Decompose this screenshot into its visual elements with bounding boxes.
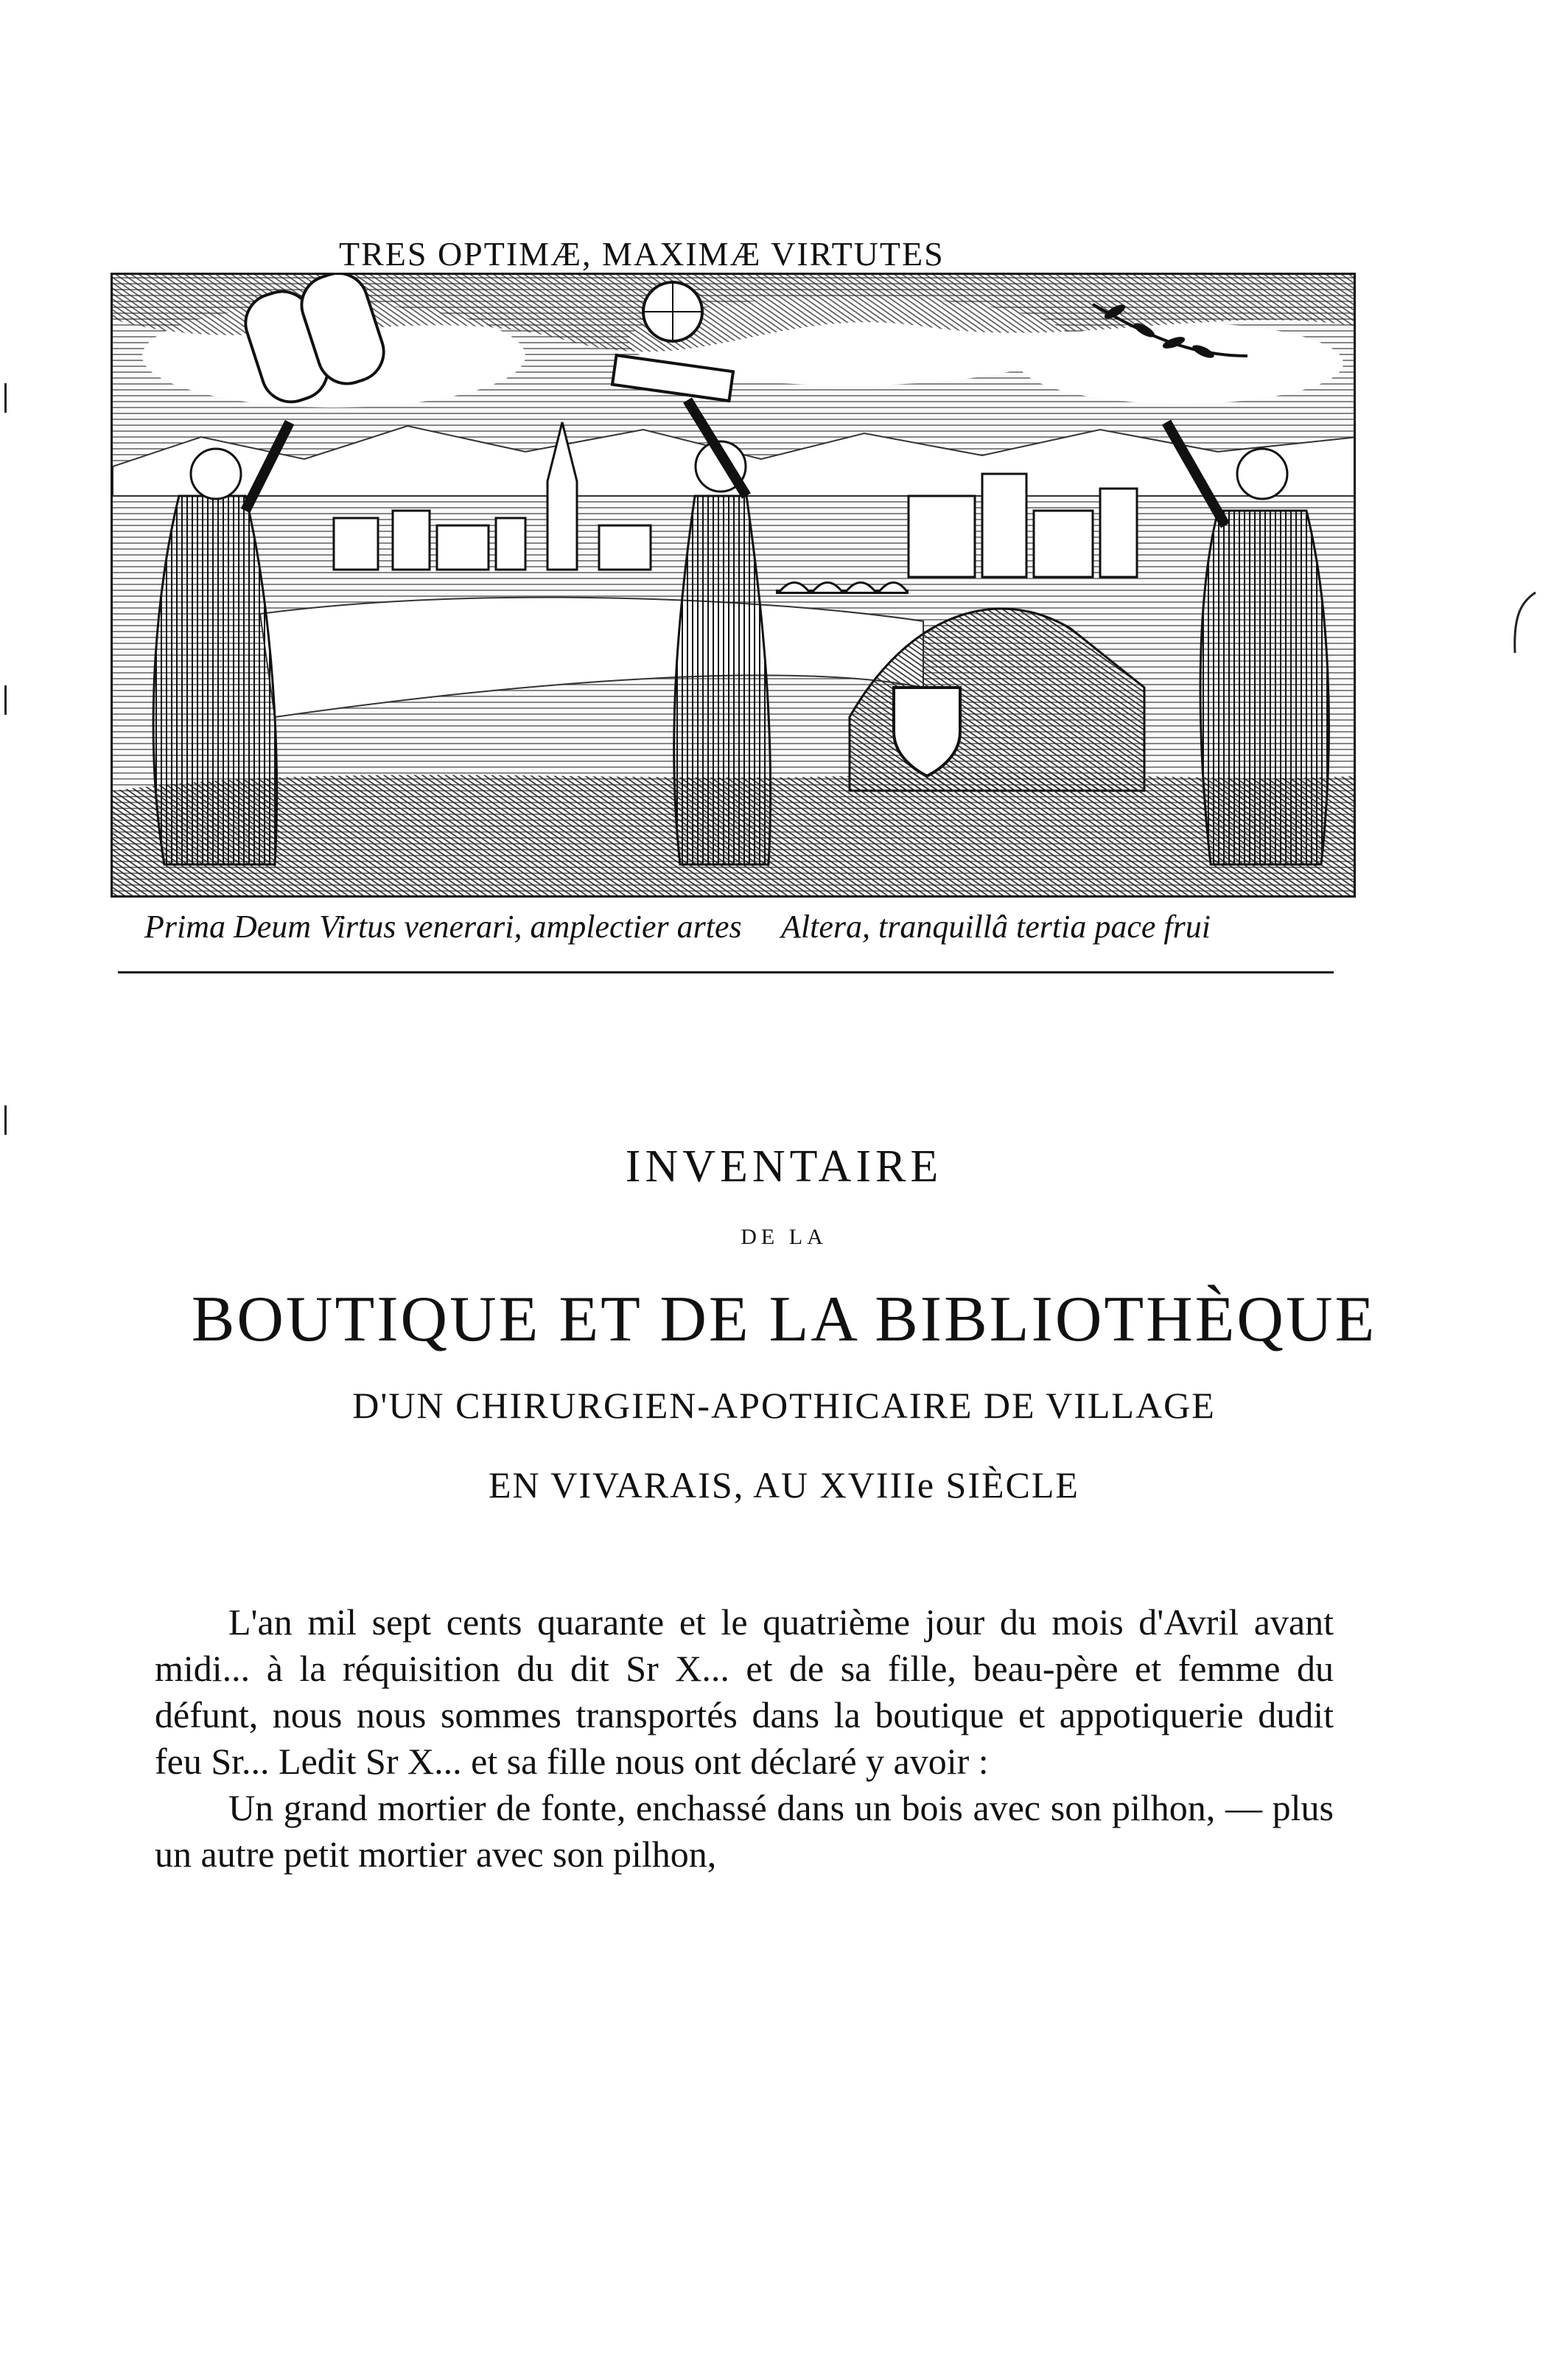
engraving-illustration	[111, 273, 1356, 898]
paragraph-1: L'an mil sept cents quarante et le quatrième jour du mois d'Avril avant midi... à la réquisition du dit Sr X... et de sa fille, beau-père et femme du défunt, nous nous sommes transportés dans la boutique et appotiquerie dudit feu Sr... Ledit Sr X... et sa fille nous ont déclaré y avoir :	[155, 1601, 1334, 1782]
title-main: BOUTIQUE ET DE LA BIBLIOTHÈQUE	[191, 1284, 1377, 1355]
scan-edge-mark	[4, 383, 7, 413]
title-inventaire: INVENTAIRE	[625, 1141, 943, 1192]
title-de-la: DE LA	[741, 1225, 827, 1249]
engraving-motto: TRES OPTIMÆ, MAXIMÆ VIRTUTES	[339, 235, 945, 273]
title-subtitle-2: EN VIVARAIS, AU XVIIIe SIÈCLE	[489, 1464, 1079, 1506]
body-text	[155, 1599, 1334, 1878]
paragraph-2: Un grand mortier de fonte, enchassé dans un bois avec son pilhon, — plus un autre petit mortier avec son pilhon,	[155, 1787, 1334, 1875]
scan-edge-mark	[4, 685, 7, 715]
margin-pen-mark	[1509, 590, 1539, 656]
caption-rule	[118, 971, 1334, 973]
engraving-caption-right: Altera, tranquillâ tertia pace frui	[781, 909, 1211, 945]
title-subtitle-1: D'UN CHIRURGIEN-APOTHICAIRE DE VILLAGE	[352, 1385, 1216, 1426]
scan-edge-mark	[4, 1105, 7, 1135]
engraving-caption-left: Prima Deum Virtus venerari, amplectier artes	[144, 909, 742, 945]
